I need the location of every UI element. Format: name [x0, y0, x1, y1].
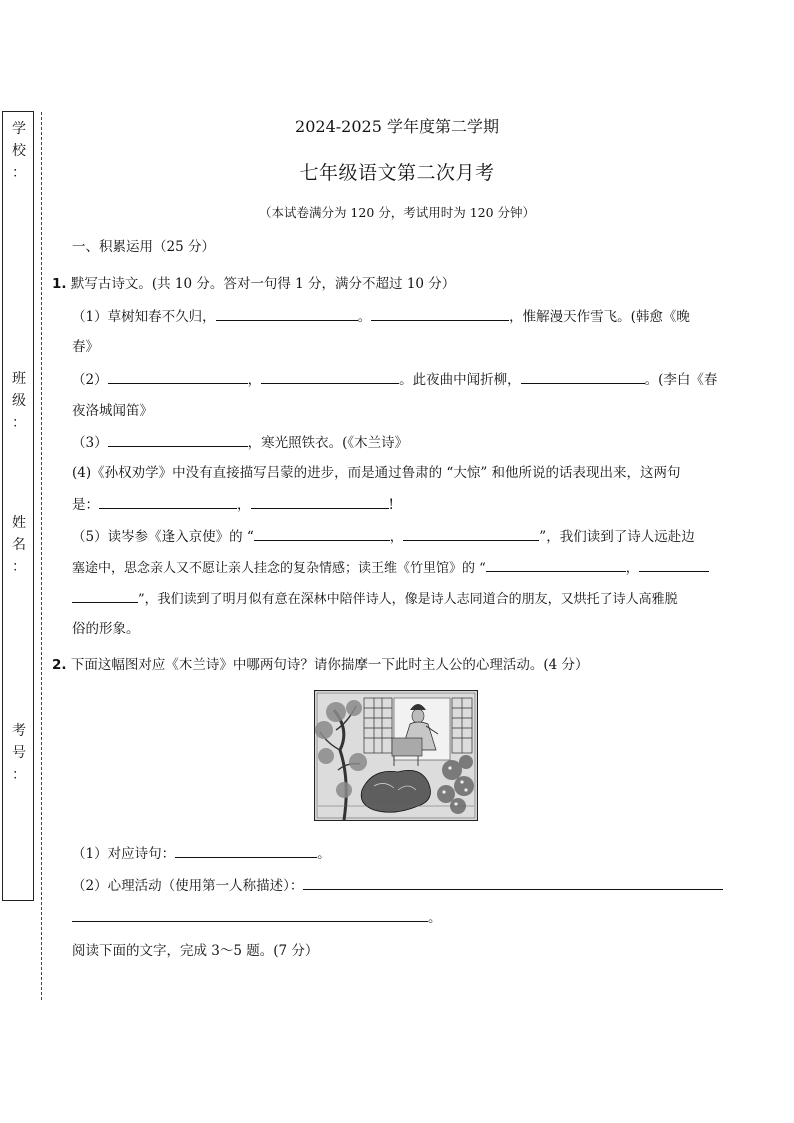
q1-item-4-cont — [72, 494, 394, 515]
item-text: （1）草树知春不久归， — [72, 309, 216, 325]
answer-blank[interactable] — [72, 588, 138, 603]
answer-blank[interactable] — [175, 843, 317, 858]
question-text: 下面这幅图对应《木兰诗》中哪两句诗？请你揣摩一下此时主人公的心理活动。(4 分） — [70, 657, 589, 673]
item-text: ， — [247, 372, 262, 388]
q2-answer-1 — [72, 843, 331, 864]
class-label: 班 级 ： — [12, 371, 26, 431]
answer-blank[interactable] — [108, 432, 248, 447]
answer-blank[interactable] — [371, 306, 509, 321]
exam-note: （本试卷满分为 120 分，考试用时为 120 分钟） — [258, 205, 536, 220]
binding-dashed-line — [41, 112, 42, 1000]
term-title: 2024-2025 学年度第二学期 — [295, 117, 499, 136]
item-text: ， — [237, 497, 251, 513]
item-text: 。 — [428, 910, 442, 926]
q1-item-5-cont — [72, 557, 709, 579]
binding-info-box — [2, 111, 34, 901]
q2-answer-2 — [72, 875, 723, 896]
item-text: （3） — [72, 435, 108, 451]
item-text: ”，我们读到了诗人远赴边 — [539, 529, 695, 545]
q1-item-5-cont3: 俗的形象。 — [72, 621, 140, 637]
item-text: （5）读岑参《逢入京使》的 “ — [72, 529, 254, 545]
item-text: 。(李白《春 — [644, 372, 718, 388]
answer-blank[interactable] — [251, 494, 389, 509]
answer-blank[interactable] — [254, 526, 390, 541]
question-number: 1. — [52, 276, 67, 292]
mulan-illustration — [314, 690, 478, 821]
item-text: 。此夜曲中闻折柳， — [399, 372, 521, 388]
item-text: （2）心理活动（使用第一人称描述）： — [72, 878, 304, 894]
q1-item-2-cont: 夜洛城闻笛》 — [72, 403, 153, 419]
reading-intro: 阅读下面的文字，完成 3～5 题。(7 分） — [72, 943, 319, 959]
item-text: （2） — [72, 372, 108, 388]
item-text: ，寒光照铁衣。(《木兰诗》 — [247, 435, 409, 451]
q1-item-1 — [72, 306, 690, 327]
q1-item-5-cont2 — [72, 588, 678, 610]
section-heading: 一、积累运用（25 分） — [72, 239, 215, 255]
question-1-stem — [52, 274, 455, 294]
question-number: 2. — [52, 657, 67, 673]
school-label: 学 校 ： — [12, 121, 26, 181]
q2-answer-2-cont — [72, 907, 442, 928]
item-text: 。 — [317, 846, 331, 862]
answer-blank[interactable] — [216, 306, 358, 321]
item-text: ”，我们读到了明月似有意在深林中陪伴诗人，像是诗人志同道合的朋友，又烘托了诗人高雅脱 — [138, 592, 678, 607]
q1-item-1-cont: 春》 — [72, 339, 99, 355]
answer-blank[interactable] — [303, 875, 723, 890]
answer-blank[interactable] — [72, 907, 428, 922]
item-text: 。 — [357, 309, 372, 325]
answer-blank[interactable] — [99, 494, 237, 509]
q1-item-5 — [72, 526, 695, 547]
item-text: ，惟解漫天作雪飞。(韩愈《晚 — [509, 309, 690, 325]
item-text: ， — [625, 561, 639, 576]
answer-blank[interactable] — [403, 526, 539, 541]
item-text: （1）对应诗句： — [72, 846, 176, 862]
q1-item-4: (4)《孙权劝学》中没有直接描写吕蒙的进步，而是通过鲁肃的 “大惊” 和他所说的话表现出来，这两句 — [72, 465, 681, 481]
item-text: 是： — [72, 497, 99, 513]
q1-item-2 — [72, 369, 717, 390]
exam-number-label: 考 号 ： — [12, 723, 26, 783]
answer-blank[interactable] — [486, 557, 626, 572]
q1-item-3 — [72, 432, 408, 453]
item-text: 塞途中，思念亲人又不愿让亲人挂念的复杂情感；读王维《竹里馆》的 “ — [72, 561, 486, 576]
answer-blank[interactable] — [639, 557, 709, 572]
question-2-stem — [52, 655, 588, 675]
exam-title: 七年级语文第二次月考 — [299, 162, 495, 184]
name-label: 姓 名 ： — [12, 515, 26, 575]
question-text: 默写古诗文。(共 10 分。答对一句得 1 分，满分不超过 10 分） — [70, 276, 456, 292]
item-text: ， — [389, 529, 404, 545]
answer-blank[interactable] — [108, 369, 248, 384]
item-text: ! — [388, 497, 394, 513]
answer-blank[interactable] — [521, 369, 645, 384]
answer-blank[interactable] — [261, 369, 399, 384]
